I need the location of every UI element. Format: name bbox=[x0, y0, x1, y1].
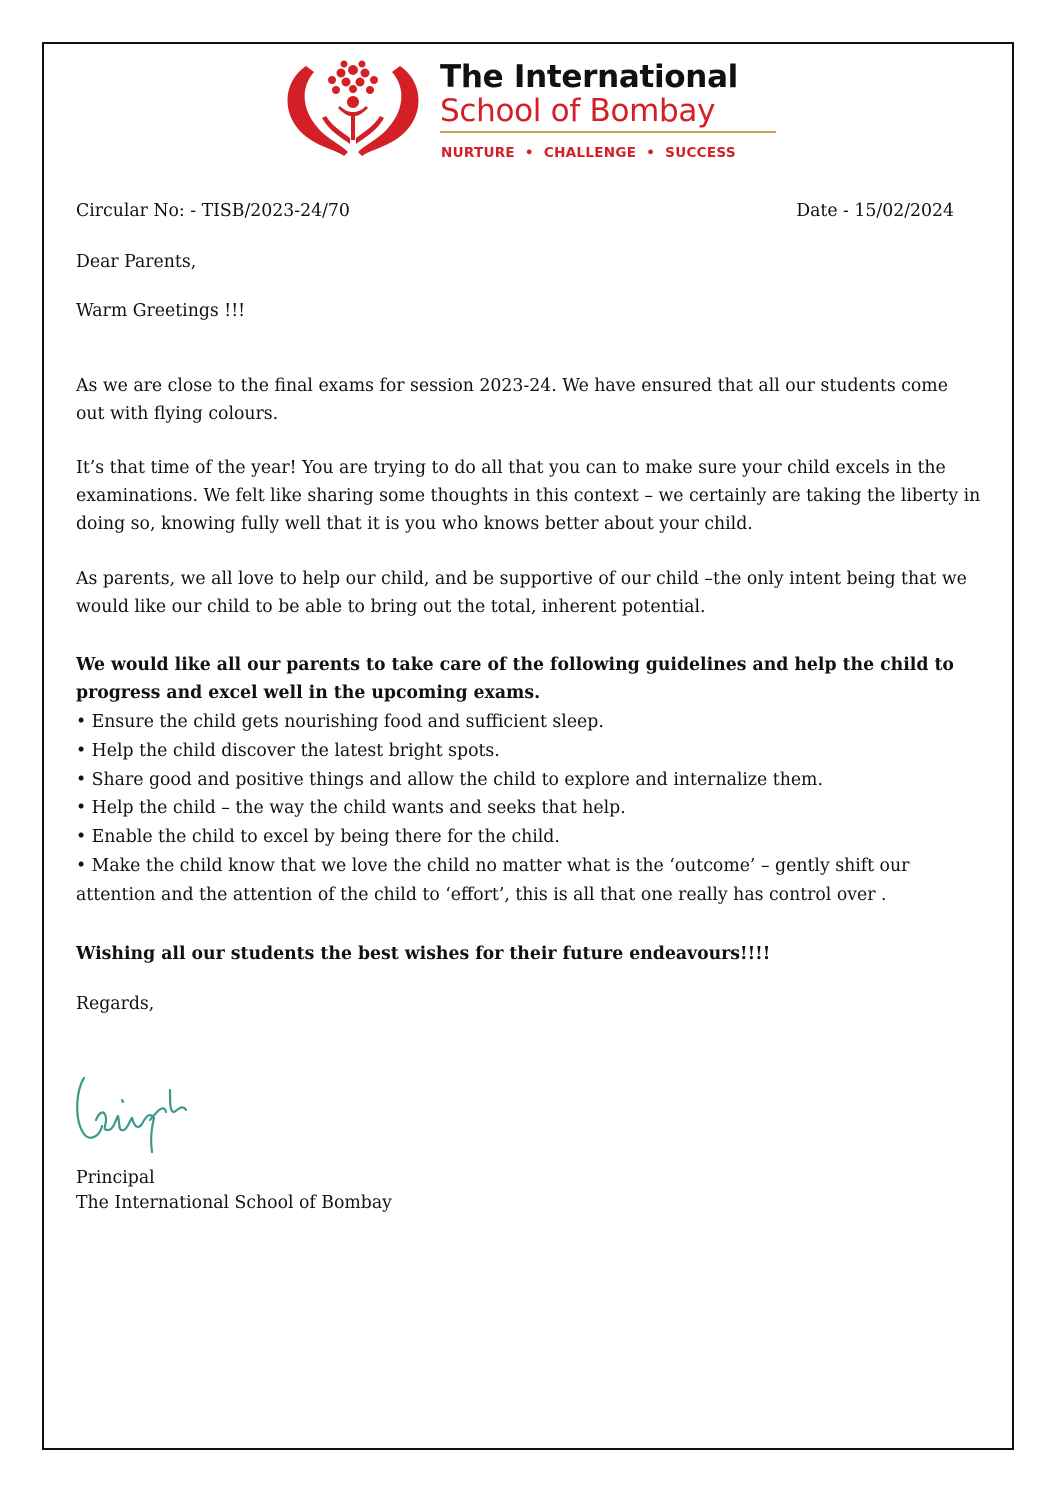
guidelines-heading: We would like all our parents to take care of the following guidelines and help the child to progress and excel well in the upcoming exams. bbox=[76, 655, 954, 703]
handwritten-signature-icon bbox=[66, 1060, 196, 1155]
list-item: • Ensure the child gets nourishing food and sufficient sleep. bbox=[76, 712, 604, 732]
header-divider bbox=[440, 131, 776, 133]
list-item: • Enable the child to excel by being there for the child. bbox=[76, 827, 560, 848]
salutation: Dear Parents, bbox=[76, 252, 197, 272]
regards: Regards, bbox=[76, 994, 155, 1014]
guidelines-list bbox=[76, 708, 981, 910]
paragraph-intro: As we are close to the final exams for session 2023-24. We have ensured that all our students come out with flying colours. bbox=[76, 376, 948, 424]
circular-number: Circular No: - TISB/2023-24/70 bbox=[76, 201, 350, 221]
school-name-line2: School of Bombay bbox=[440, 93, 716, 129]
list-item: • Help the child – the way the child wants and seeks that help. bbox=[76, 798, 626, 819]
signatory-organization: The International School of Bombay bbox=[76, 1193, 392, 1213]
school-name-line1: The International bbox=[440, 59, 739, 95]
letterhead bbox=[278, 58, 778, 164]
list-item: • Help the child discover the latest bright spots. bbox=[76, 740, 500, 761]
paragraph-parents: As parents, we all love to help our child, and be supportive of our child –the only intent being that we would like our child to be able to bring out the total, inherent potential. bbox=[76, 569, 967, 617]
school-name bbox=[440, 60, 738, 128]
closing-wish: Wishing all our students the best wishes for their future endeavours!!!! bbox=[76, 944, 771, 964]
list-item: • Make the child know that we love the child no matter what is the ‘outcome’ – gently shift our attention and the attention of the child to ‘effort’, this is all that one really has control over . bbox=[76, 855, 910, 905]
tree-hands-emblem-icon bbox=[278, 58, 428, 158]
school-tagline: NURTURE • CHALLENGE • SUCCESS bbox=[441, 145, 736, 161]
greeting: Warm Greetings !!! bbox=[76, 301, 246, 321]
signatory-title: Principal bbox=[76, 1168, 155, 1188]
paragraph-context: It’s that time of the year! You are trying to do all that you can to make sure your child excels in the examinations. We felt like sharing some thoughts in this context – we certainly are taking the liberty in doing so, knowing fully well that it is you who knows better about your child. bbox=[76, 458, 981, 534]
circular-date: Date - 15/02/2024 bbox=[796, 201, 954, 221]
list-item: • Share good and positive things and allow the child to explore and internalize them. bbox=[76, 769, 823, 790]
